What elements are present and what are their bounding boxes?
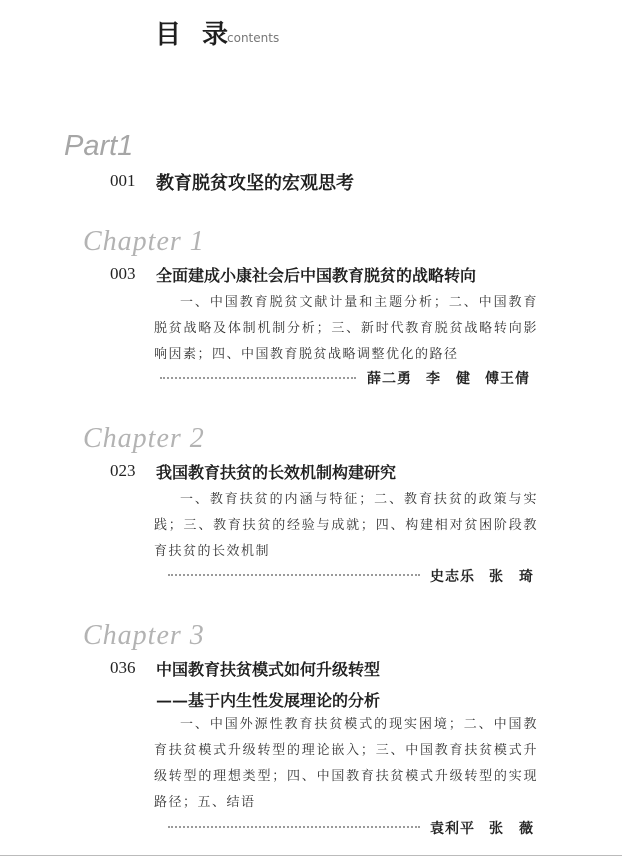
chapter-label: Chapter 1 xyxy=(83,226,205,257)
toc-subtitle: contents xyxy=(227,31,280,45)
chapter-authors xyxy=(367,368,530,388)
author-name: 袁利平 xyxy=(430,821,475,837)
toc-title: 目 录 xyxy=(155,20,235,50)
leader-dots xyxy=(168,574,420,576)
chapter-subtitle: ——基于内生性发展理论的分析 xyxy=(156,691,381,710)
author-name: 李 健 xyxy=(426,371,471,387)
chapter-authors xyxy=(430,566,534,586)
part-label: Part1 xyxy=(64,130,134,162)
author-name: 史志乐 xyxy=(430,569,475,585)
author-name: 张 琦 xyxy=(489,569,534,585)
chapter-page-number: 023 xyxy=(110,461,136,480)
page-bottom-rule xyxy=(0,855,622,856)
chapter-abstract: 一、中国教育脱贫文献计量和主题分析；二、中国教育脱贫战略及体制机制分析；三、新时代教育脱贫战略转向影响因素；四、中国教育脱贫战略调整优化的路径 xyxy=(154,295,538,362)
chapter-page-number: 003 xyxy=(110,264,136,283)
chapter-abstract: 一、中国外源性教育扶贫模式的现实困境；二、中国教育扶贫模式升级转型的理论嵌入；三、中国教育扶贫模式升级转型的理想类型；四、中国教育扶贫模式升级转型的实现路径；五、结语 xyxy=(154,717,538,810)
chapter-page-number: 036 xyxy=(110,658,136,677)
part-title[interactable]: 教育脱贫攻坚的宏观思考 xyxy=(156,173,354,194)
chapter-title[interactable]: 中国教育扶贫模式如何升级转型 xyxy=(156,660,381,679)
chapter-label: Chapter 3 xyxy=(83,620,205,651)
author-name: 薛二勇 xyxy=(367,371,412,387)
chapter-abstract: 一、教育扶贫的内涵与特征；二、教育扶贫的政策与实践；三、教育扶贫的经验与成就；四、构建相对贫困阶段教育扶贫的长效机制 xyxy=(154,492,538,559)
part-page-number: 001 xyxy=(110,171,136,190)
chapter-title[interactable]: 我国教育扶贫的长效机制构建研究 xyxy=(156,463,397,482)
leader-dots xyxy=(168,826,420,828)
leader-dots xyxy=(160,377,356,379)
chapter-label: Chapter 2 xyxy=(83,423,205,454)
chapter-authors xyxy=(430,818,534,838)
author-name: 傅王倩 xyxy=(485,371,530,387)
chapter-title[interactable]: 全面建成小康社会后中国教育脱贫的战略转向 xyxy=(156,266,477,285)
author-name: 张 薇 xyxy=(489,821,534,837)
